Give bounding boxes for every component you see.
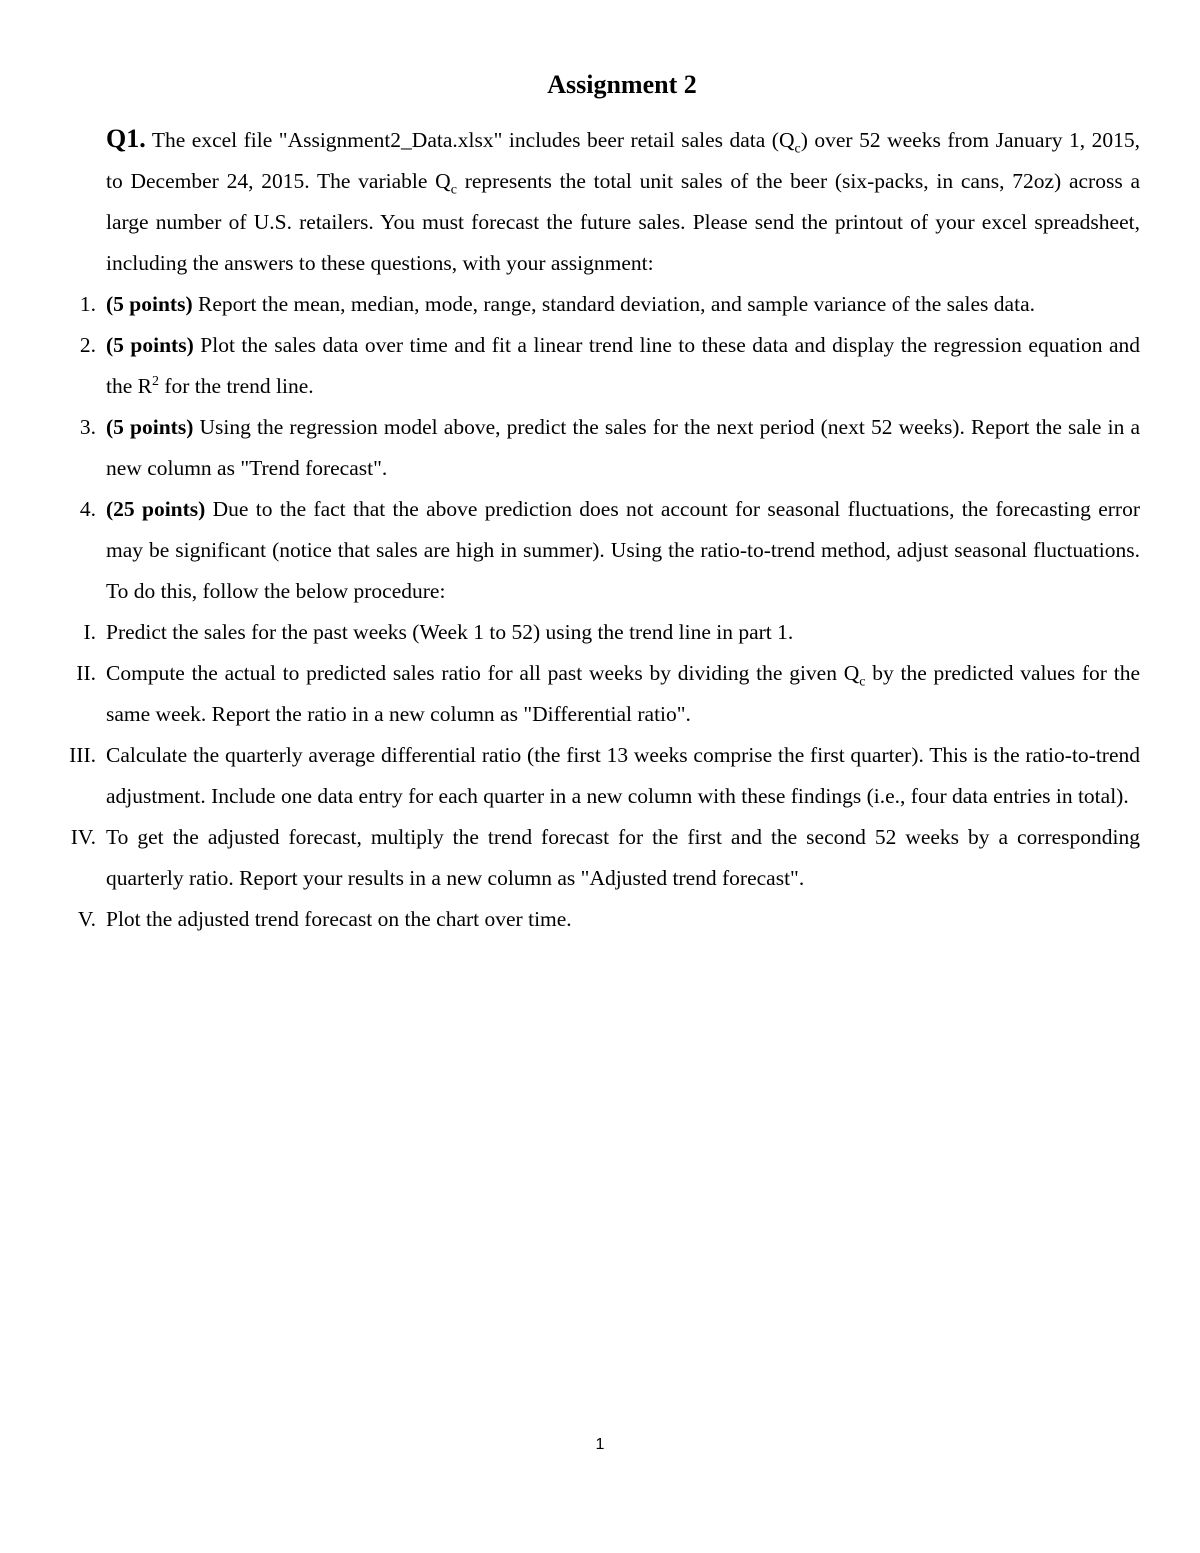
item-text-part-1: Plot the sales data over time and fit a linear trend line to these data and display the regression equation and the R [106, 333, 1141, 398]
sub-item-text: Predict the sales for the past weeks (Week 1 to 52) using the trend line in part 1. [106, 620, 794, 644]
roman-marker: V. [77, 907, 96, 931]
list-item-2 [68, 325, 1140, 407]
item-text: Using the regression model above, predict the sales for the next period (next 52 weeks). Report the sale in a new column as "Trend forecast". [106, 415, 1140, 480]
sub-item-text: Calculate the quarterly average differential ratio (the first 13 weeks comprise the first quarter). This is the ratio-to-trend adjustment. Include one data entry for each quarter in a new column with these findings (i.e., four data entries in total). [106, 743, 1140, 808]
subscript: c [859, 674, 866, 690]
question-intro [68, 118, 1140, 284]
item-text-part-2: for the trend line. [158, 374, 314, 398]
list-item-4 [68, 489, 1140, 612]
sub-item-v [68, 899, 1140, 940]
points-label: (5 points) [106, 292, 193, 316]
sub-item-iii [68, 735, 1140, 817]
points-label: (5 points) [106, 415, 194, 439]
intro-subscript-2: c [450, 182, 457, 198]
page-number: 1 [595, 1436, 605, 1453]
sub-item-text: Plot the adjusted trend forecast on the chart over time. [106, 907, 572, 931]
intro-text-part-1: The excel file "Assignment2_Data.xlsx" includes beer retail sales data (Q [145, 128, 795, 152]
list-item-3 [68, 407, 1140, 489]
sub-item-i [68, 612, 1140, 653]
list-marker: 3. [79, 415, 96, 439]
sub-item-text: To get the adjusted forecast, multiply the trend forecast for the first and the second 52 weeks by a corresponding quarterly ratio. Report your results in a new column as "Adjusted trend forecast". [106, 825, 1140, 890]
list-item-1 [68, 284, 1140, 325]
list-marker: 2. [79, 333, 96, 357]
intro-subscript-1: c [794, 141, 801, 157]
roman-marker: IV. [70, 825, 96, 849]
assignment-content [68, 118, 1140, 940]
item-text: Due to the fact that the above prediction does not account for seasonal fluctuations, the forecasting error may be significant (notice that sales are high in summer). Using the ratio-to-trend method, adjust seasonal fluctuations. To do this, follow the below procedure: [106, 497, 1140, 603]
roman-marker: I. [83, 620, 96, 644]
roman-marker: II. [76, 661, 96, 685]
intro-text-part-2: ) over 52 weeks from January 1, 2015, to December 24, 2015. The variable Q [106, 128, 1140, 193]
points-label: (5 points) [106, 333, 194, 357]
sub-item-text-part-1: Compute the actual to predicted sales ratio for all past weeks by dividing the given Q [106, 661, 860, 685]
sub-item-text-part-2: by the predicted values for the same week. Report the ratio in a new column as "Differential ratio". [106, 661, 1140, 726]
list-marker: 1. [79, 292, 96, 316]
list-marker: 4. [79, 497, 96, 521]
question-label: Q1. [106, 124, 146, 153]
page-title: Assignment 2 [547, 70, 697, 99]
sub-item-ii [68, 653, 1140, 735]
superscript: 2 [151, 373, 159, 389]
intro-text-part-3: represents the total unit sales of the beer (six-packs, in cans, 72oz) across a large number of U.S. retailers. You must forecast the future sales. Please send the printout of your excel spreadsheet, including the answers to these questions, with your assignment: [106, 169, 1140, 275]
sub-item-iv [68, 817, 1140, 899]
points-label: (25 points) [106, 497, 206, 521]
roman-marker: III. [69, 743, 96, 767]
item-text: Report the mean, median, mode, range, standard deviation, and sample variance of the sales data. [192, 292, 1035, 316]
